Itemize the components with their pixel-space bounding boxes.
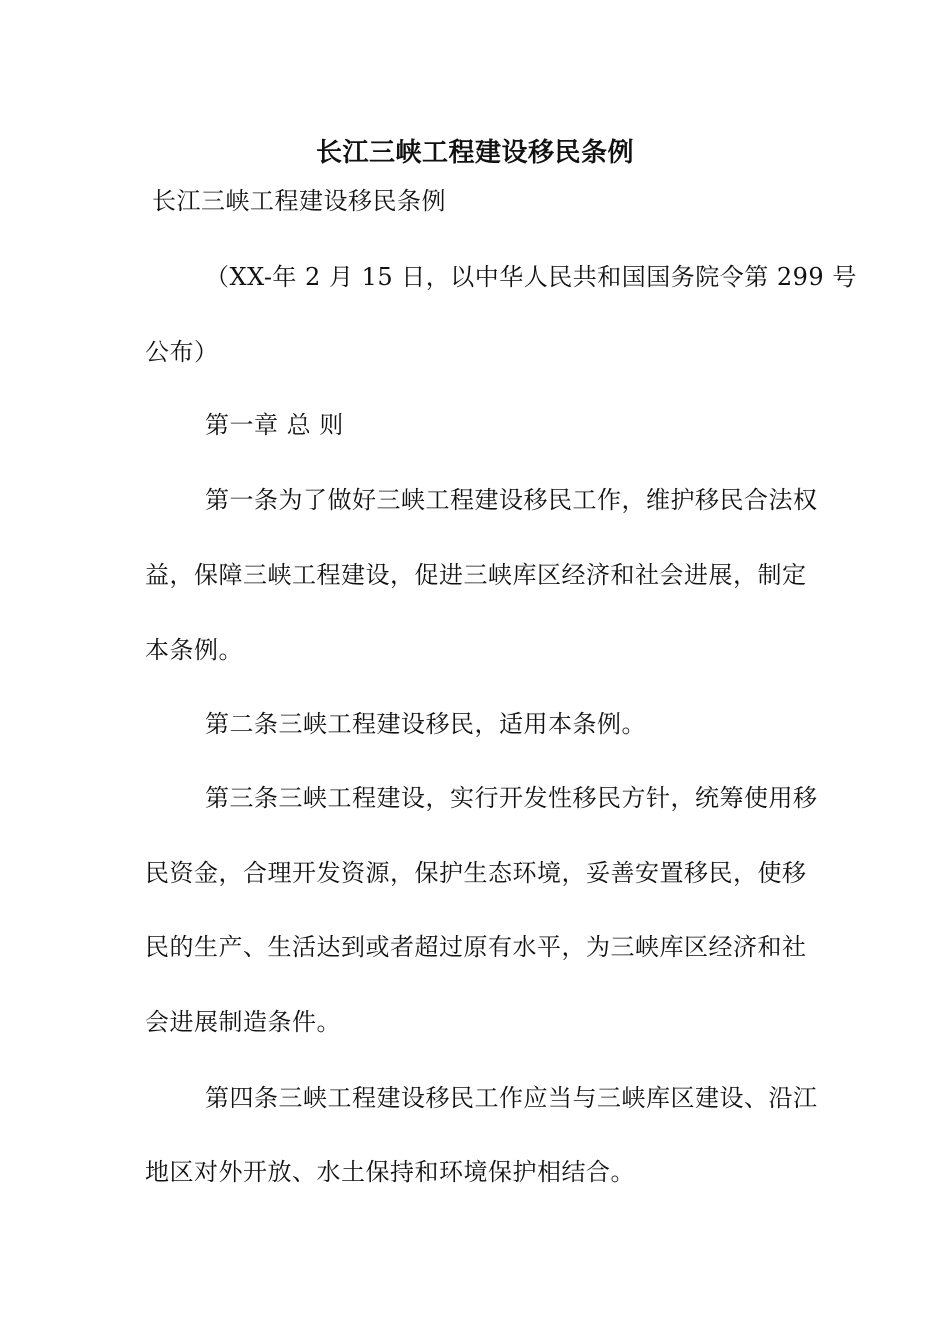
chapter-heading: 第一章 总 则 <box>205 411 344 439</box>
document-title: 长江三峡工程建设移民条例 <box>315 138 634 168</box>
promulgation-note-line-2: 公布） <box>145 338 219 366</box>
article-1-line-1: 第一条为了做好三峡工程建设移民工作，维护移民合法权 <box>205 486 818 514</box>
article-3-line-3: 民的生产、生活达到或者超过原有水平，为三峡库区经济和社 <box>145 933 807 961</box>
article-4-line-2: 地区对外开放、水土保持和环境保护相结合。 <box>145 1158 635 1186</box>
promulgation-note-line-1: （XX-年 2 月 15 日，以中华人民共和国国务院令第 299 号 <box>205 263 857 291</box>
article-1-line-2: 益，保障三峡工程建设，促进三峡库区经济和社会进展，制定 <box>145 561 807 589</box>
article-3-line-4: 会进展制造条件。 <box>145 1008 341 1036</box>
article-2-line-1: 第二条三峡工程建设移民，适用本条例。 <box>205 710 646 738</box>
article-4-line-1: 第四条三峡工程建设移民工作应当与三峡库区建设、沿江 <box>205 1084 818 1112</box>
article-3-line-2: 民资金，合理开发资源，保护生态环境，妥善安置移民，使移 <box>145 859 807 887</box>
article-3-line-1: 第三条三峡工程建设，实行开发性移民方针，统筹使用移 <box>205 784 818 812</box>
document-subtitle: 长江三峡工程建设移民条例 <box>152 187 446 215</box>
article-1-line-3: 本条例。 <box>145 636 243 664</box>
